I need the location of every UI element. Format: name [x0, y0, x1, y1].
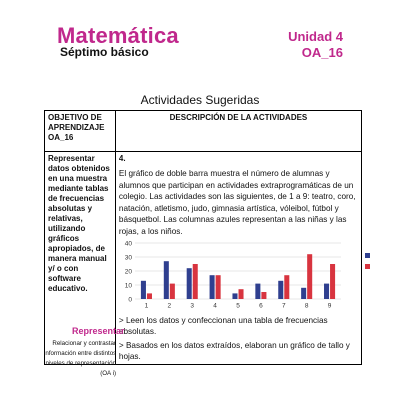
- bar-red: [307, 254, 312, 299]
- bar-blue: [141, 281, 146, 299]
- activity-number: 4.: [118, 154, 126, 163]
- bar-blue: [255, 284, 260, 299]
- edge-marks: [365, 253, 370, 275]
- bar-red: [216, 275, 221, 299]
- activity-cell: [115, 152, 361, 365]
- bar-red: [147, 293, 152, 299]
- bar-blue: [324, 284, 329, 299]
- bar-blue: [301, 288, 306, 299]
- edge-mark-red: [365, 264, 370, 269]
- bar-blue: [187, 268, 192, 299]
- unit-label: Unidad 4: [288, 29, 343, 44]
- bar-blue: [232, 293, 237, 299]
- double-bar-chart: [119, 239, 347, 309]
- bar-red: [330, 264, 335, 299]
- bar-blue: [209, 275, 214, 299]
- bullet-item: > Leen los datos y confeccionan una tabla de frecuencias absolutas.: [118, 316, 328, 336]
- objective-text: Representar datos obtenidos en una muestra mediante tablas de frecuencias absolutas y relativas, utilizando gráficos apropiados, de manera manual y/ o con software educativo.: [45, 152, 116, 365]
- bar-red: [284, 275, 289, 299]
- x-tick-label: 3: [190, 302, 194, 310]
- side-note-line: información entre distintos: [44, 350, 117, 357]
- grade-subtitle: Séptimo básico: [60, 45, 149, 59]
- y-tick-label: 30: [124, 254, 132, 262]
- page-title: Matemática: [57, 23, 179, 48]
- bar-red: [193, 264, 198, 299]
- bullet-item: > Basados en los datos extraídos, elaboran un gráfico de tallo y hojas.: [118, 341, 350, 361]
- edge-mark-blue: [365, 253, 370, 258]
- x-tick-label: 6: [258, 302, 263, 310]
- bar-red: [261, 292, 266, 299]
- bar-blue: [278, 281, 283, 299]
- x-tick-label: 4: [213, 302, 217, 310]
- y-tick-label: 0: [128, 296, 132, 304]
- side-note-title: Representar: [72, 326, 125, 336]
- y-tick-label: 20: [124, 268, 132, 276]
- objective-code: OA_16: [301, 45, 343, 60]
- x-tick-label: 1: [144, 302, 149, 310]
- x-tick-label: 2: [167, 302, 172, 310]
- objective-header: OBJETIVO DE APRENDIZAJE OA_16: [45, 111, 116, 152]
- side-note-line: Relacionar y contrastar: [52, 340, 116, 347]
- activity-description: El gráfico de doble barra muestra el número de alumnas y alumnos que participan en actividades extraprogramáticas de un colegio. Las actividades son las siguientes, de 1 a 9: teatro, coro, natación, atletismo, judo, gimnasia artística, vóleibol, fútbol y básquetbol. Las columnas azules representan a las niñas y las rojas, a los niños.: [118, 169, 356, 236]
- side-note-line: (OA i): [100, 370, 116, 377]
- x-tick-label: 9: [327, 302, 332, 310]
- table-header-row: [45, 111, 362, 152]
- bar-blue: [164, 261, 169, 299]
- side-note-line: niveles de representación: [45, 360, 116, 367]
- x-tick-label: 5: [236, 302, 240, 310]
- x-tick-label: 8: [304, 302, 309, 310]
- section-title: Actividades Sugeridas: [140, 93, 260, 107]
- bar-red: [238, 289, 243, 299]
- x-tick-label: 7: [281, 302, 286, 310]
- description-header: DESCRIPCIÓN DE LA ACTIVIDADES: [115, 111, 361, 152]
- y-tick-label: 40: [124, 240, 132, 248]
- bar-red: [170, 284, 175, 299]
- side-note-text: [44, 339, 116, 379]
- y-tick-label: 10: [124, 282, 132, 290]
